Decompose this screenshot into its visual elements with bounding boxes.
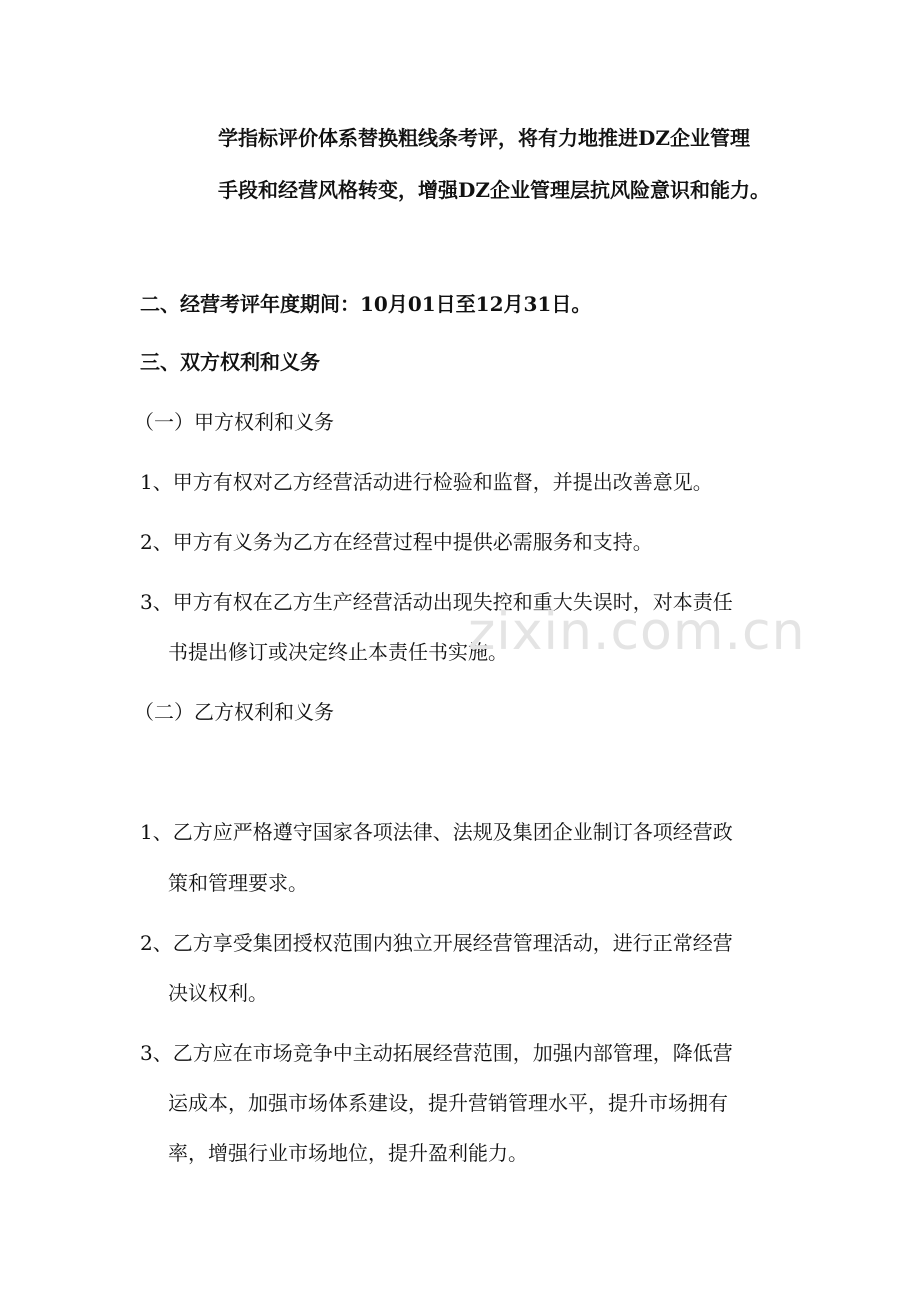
party-b-item-2-line-1: 2、乙方享受集团授权范围内独立开展经营管理活动，进行正常经营 [140,931,733,955]
party-a-item-1: 1、甲方有权对乙方经营活动进行检验和监督，并提出改善意见。 [140,470,713,494]
party-b-item-2-line-2: 决议权利。 [168,981,268,1005]
party-a-item-3-line-1: 3、甲方有权在乙方生产经营活动出现失控和重大失误时，对本责任 [140,590,733,614]
party-b-item-1-line-2: 策和管理要求。 [168,871,308,895]
section-2-heading: 二、经营考评年度期间：10月01日至12月31日。 [140,292,592,316]
party-b-item-3-line-1: 3、乙方应在市场竞争中主动拓展经营范围，加强内部管理，降低营 [140,1041,733,1065]
party-b-heading: （二）乙方权利和义务 [134,700,334,724]
party-a-heading: （一）甲方权利和义务 [134,410,334,434]
intro-line-1: 学指标评价体系替换粗线条考评，将有力地推进DZ企业管理 [218,126,750,150]
party-b-item-3-line-2: 运成本，加强市场体系建设，提升营销管理水平，提升市场拥有 [168,1091,728,1115]
intro-line-2: 手段和经营风格转变，增强DZ企业管理层抗风险意识和能力。 [218,178,770,202]
party-a-item-3-line-2: 书提出修订或决定终止本责任书实施。 [168,640,508,664]
party-b-item-3-line-3: 率，增强行业市场地位，提升盈利能力。 [168,1141,528,1165]
section-3-heading: 三、双方权利和义务 [140,350,320,374]
watermark-text: zixin.com.cn [468,602,806,662]
party-b-item-1-line-1: 1、乙方应严格遵守国家各项法律、法规及集团企业制订各项经营政 [140,820,733,844]
party-a-item-2: 2、甲方有义务为乙方在经营过程中提供必需服务和支持。 [140,530,653,554]
